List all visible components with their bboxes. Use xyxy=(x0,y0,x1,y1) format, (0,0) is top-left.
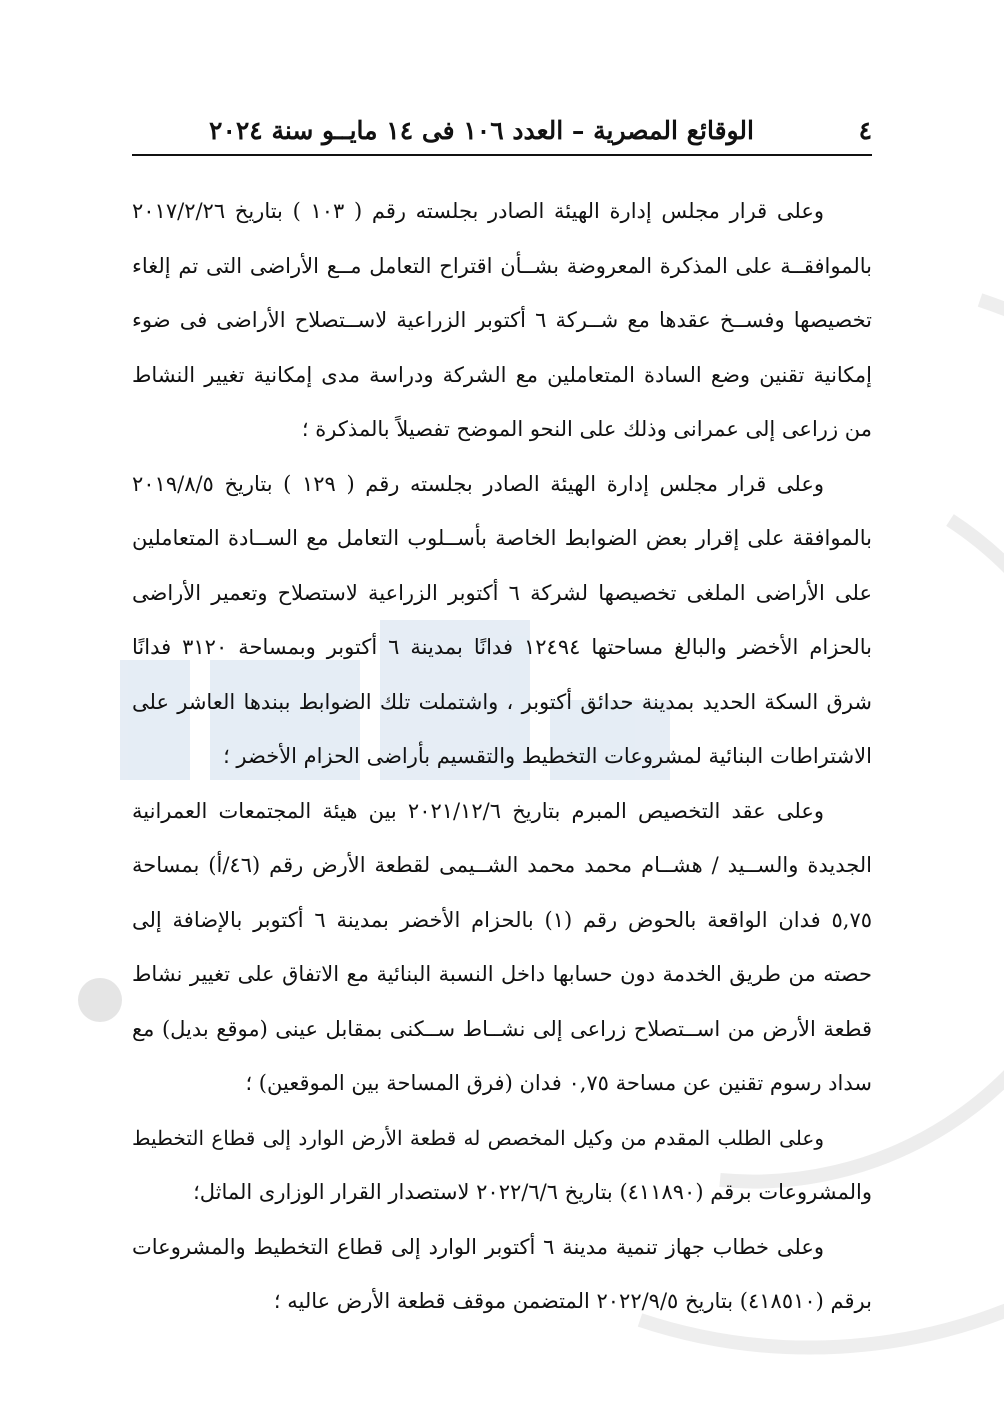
text-line: ٥,٧٥ فدان الواقعة بالحوض رقم (١) بالحزام الأخضر بمدينة ٦ أكتوبر بالإضافة إلى xyxy=(132,907,872,932)
paragraph-resolution-103 xyxy=(132,188,872,461)
paragraph-authority-letter xyxy=(132,1224,872,1333)
text-line: بالحزام الأخضر والبالغ مساحتها ١٢٤٩٤ فدانًا بمدينة ٦ أكتوبر وبمساحة ٣١٢٠ فدانًا xyxy=(132,635,872,659)
text-line: حصته من طريق الخدمة دون حسابها داخل النسبة البنائية مع الاتفاق على تغيير نشاط xyxy=(132,962,872,986)
text-line: على الأراضى الملغى تخصيصها لشركة ٦ أكتوبر الزراعية لاستصلاح وتعمير الأراضى xyxy=(132,580,872,605)
text-line: وعلى عقد التخصيص المبرم بتاريخ ٢٠٢١/١٢/٦ بين هيئة المجتمعات العمرانية xyxy=(132,798,824,823)
text-line: وعلى خطاب جهاز تنمية مدينة ٦ أكتوبر الوارد إلى قطاع التخطيط والمشروعات xyxy=(132,1234,824,1259)
text-line: برقم (٤١٨٥١٠) بتاريخ ٢٠٢٢/٩/٥ المتضمن موقف قطعة الأرض عاليه ؛ xyxy=(273,1289,872,1313)
text-line: قطعة الأرض من اســتصلاح زراعى إلى نشــاط ســكنى بمقابل عينى (موقع بديل) مع xyxy=(132,1016,872,1041)
header-divider xyxy=(132,154,872,156)
text-line: بالموافقــة على المذكرة المعروضة بشــأن اقتراح التعامل مــع الأراضى التى تم إلغاء xyxy=(132,253,872,278)
paragraph-resolution-129 xyxy=(132,461,872,788)
text-line: إمكانية تقنين وضع السادة المتعاملين مع الشركة ودراسة مدى إمكانية تغيير النشاط xyxy=(132,362,872,387)
text-line: تخصيصها وفســخ عقدها مع شــركة ٦ أكتوبر الزراعية لاســتصلاح الأراضى فى ضوء xyxy=(132,308,872,332)
paragraph-allocation-contract xyxy=(132,788,872,1115)
paragraph-request xyxy=(132,1115,872,1224)
text-line: شرق السكة الحديد بمدينة حدائق أكتوبر ، واشتملت تلك الضوابط ببندها العاشر على xyxy=(132,689,872,714)
text-line: والمشروعات برقم (٤١١٨٩٠) بتاريخ ٢٠٢٢/٦/٦ لاستصدار القرار الوزارى الماثل؛ xyxy=(193,1180,872,1204)
text-line: وعلى قرار مجلس إدارة الهيئة الصادر بجلسته رقم ( ١٢٩ ) بتاريخ ٢٠١٩/٨/٥ xyxy=(132,471,825,496)
page-number: ٤ xyxy=(858,116,872,145)
gazette-issue-title: الوقائع المصرية – العدد ١٠٦ فى ١٤ مايــو سنة ٢٠٢٤ xyxy=(209,116,754,145)
running-header xyxy=(132,112,872,152)
document-body xyxy=(132,188,872,1333)
text-line: وعلى الطلب المقدم من وكيل المخصص له قطعة الأرض الوارد إلى قطاع التخطيط xyxy=(132,1125,824,1150)
text-line: من زراعى إلى عمرانى وذلك على النحو الموضح تفصيلاً بالمذكرة ؛ xyxy=(301,417,872,441)
text-line: الاشتراطات البنائية لمشروعات التخطيط والتقسيم بأراضى الحزام الأخضر ؛ xyxy=(223,744,872,768)
text-line: وعلى قرار مجلس إدارة الهيئة الصادر بجلسته رقم ( ١٠٣ ) بتاريخ ٢٠١٧/٢/٢٦ xyxy=(132,199,824,223)
text-line: بالموافقة على إقرار بعض الضوابط الخاصة بأســلوب التعامل مع الســادة المتعاملين xyxy=(132,526,872,550)
text-line: سداد رسوم تقنين عن مساحة ٠,٧٥ فدان (فرق المساحة بين الموقعين) ؛ xyxy=(245,1071,872,1095)
text-line: الجديدة والســيد / هشــام محمد محمد الشــيمى لقطعة الأرض رقم (٤٦/أ) بمساحة xyxy=(132,853,872,877)
